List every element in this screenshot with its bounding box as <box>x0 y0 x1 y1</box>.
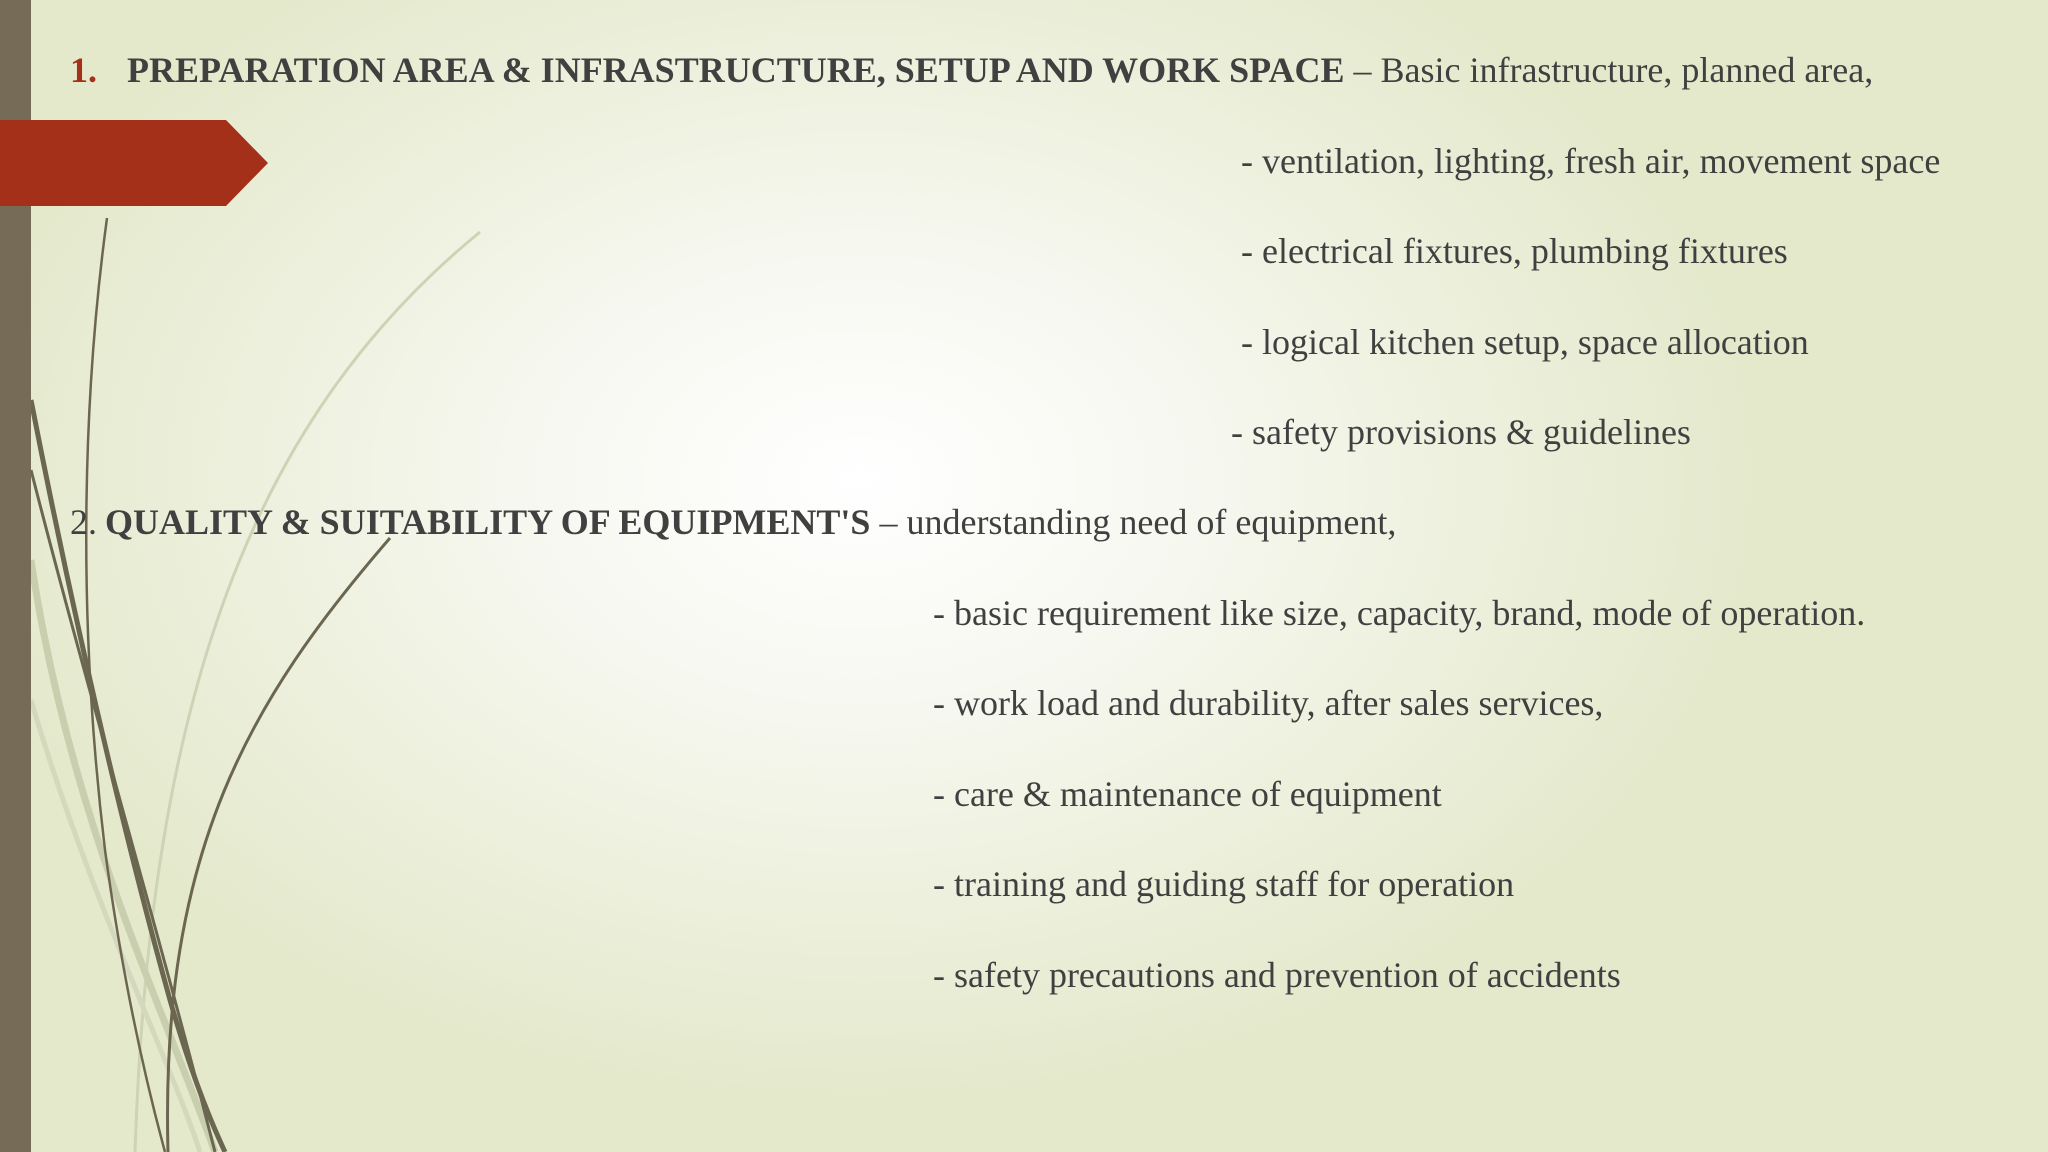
section2-intro: – understanding need of equipment, <box>870 502 1397 542</box>
section1-item: - safety provisions & guidelines <box>1231 412 1691 452</box>
main-curve-3 <box>31 470 215 1152</box>
light-curve-1 <box>135 232 480 1152</box>
section1-intro: – Basic infrastructure, planned area, <box>1344 50 1874 90</box>
section1-number: 1. <box>70 50 97 90</box>
section1-item: - electrical fixtures, plumbing fixtures <box>1241 231 1788 271</box>
section2-item: - basic requirement like size, capacity, brand, mode of operation. <box>933 593 1866 633</box>
thin-curve <box>86 218 165 1152</box>
main-curve-2 <box>168 538 390 1152</box>
section2-item: - safety precautions and prevention of accidents <box>933 955 1621 995</box>
section1-heading-line <box>70 48 1873 92</box>
section2-heading-line <box>70 500 1396 544</box>
arrow-marker-icon <box>0 120 270 206</box>
section2-item: - care & maintenance of equipment <box>933 774 1442 814</box>
section1-item: - logical kitchen setup, space allocation <box>1241 322 1809 362</box>
section2-item: - training and guiding staff for operation <box>933 864 1515 904</box>
section1-heading: PREPARATION AREA & INFRASTRUCTURE, SETUP AND WORK SPACE <box>127 50 1345 90</box>
section2-item: - work load and durability, after sales services, <box>933 683 1604 723</box>
section2-number: 2. <box>70 502 97 542</box>
section1-item: - ventilation, lighting, fresh air, movement space <box>1241 141 1941 181</box>
section2-heading: QUALITY & SUITABILITY OF EQUIPMENT'S <box>105 502 871 542</box>
